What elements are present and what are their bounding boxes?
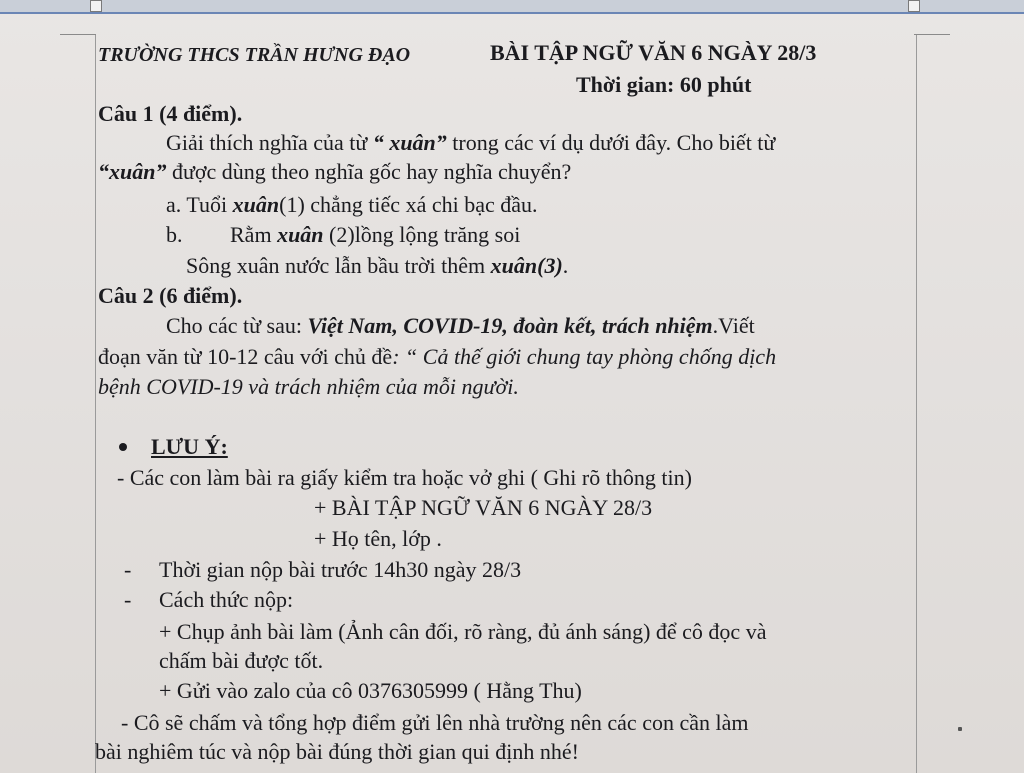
exercise-title: BÀI TẬP NGỮ VĂN 6 NGÀY 28/3 xyxy=(490,40,817,65)
question-2-line3: bệnh COVID-19 và trách nhiệm của mỗi người. xyxy=(98,374,519,399)
question-1-paragraph-line2 xyxy=(98,159,571,185)
example-a xyxy=(166,192,538,218)
question-1-heading: Câu 1 (4 điểm). xyxy=(98,101,243,126)
note-3a: + Chụp ảnh bài làm (Ảnh cân đối, rõ ràng, đủ ánh sáng) để cô đọc và xyxy=(159,619,767,644)
text: (2)lồng lộng trăng soi xyxy=(323,222,521,247)
note-1b: + Họ tên, lớp . xyxy=(314,526,442,551)
question-1-paragraph-line1 xyxy=(166,130,775,156)
ruler-margin-marker[interactable] xyxy=(90,0,102,12)
keyword: xuân xyxy=(277,222,324,247)
note-4: - Cô sẽ chấm và tổng hợp điểm gửi lên nhà trường nên các con cần làm xyxy=(121,710,749,735)
note-2: Thời gian nộp bài trước 14h30 ngày 28/3 xyxy=(159,557,522,582)
example-b-line2 xyxy=(186,253,568,279)
text: . xyxy=(562,253,569,278)
question-2-line1 xyxy=(166,313,755,339)
note-1: - Các con làm bài ra giấy kiểm tra hoặc vở ghi ( Ghi rõ thông tin) xyxy=(117,465,692,490)
bullet-icon xyxy=(119,443,127,451)
text: được dùng theo nghĩa gốc hay nghĩa chuyển? xyxy=(166,159,572,184)
text: Cho các từ sau: xyxy=(166,313,308,338)
ruler xyxy=(0,0,1024,14)
keyword: xuân xyxy=(232,192,280,217)
topic-text: : “ Cả thế giới chung tay phòng chống dịch xyxy=(392,344,777,369)
note-1a: + BÀI TẬP NGỮ VĂN 6 NGÀY 28/3 xyxy=(314,495,653,520)
keyword: “xuân” xyxy=(98,159,167,184)
dash-bullet: - xyxy=(124,557,132,582)
text: đoạn văn từ 10-12 câu với chủ đề xyxy=(98,344,393,369)
school-name: TRƯỜNG THCS TRẦN HƯNG ĐẠO xyxy=(98,44,411,66)
keyword: xuân(3) xyxy=(490,253,563,278)
text: a. Tuổi xyxy=(166,192,233,217)
keyword: “ xuân” xyxy=(372,130,447,155)
note-3a-cont: chấm bài được tốt. xyxy=(159,648,324,673)
note-3: Cách thức nộp: xyxy=(159,587,294,612)
text: Sông xuân nước lẫn bầu trời thêm xyxy=(186,253,491,278)
text: Giải thích nghĩa của từ xyxy=(166,130,373,155)
notes-heading: LƯU Ý: xyxy=(151,434,228,459)
question-2-heading: Câu 2 (6 điểm). xyxy=(98,283,243,308)
text: Rằm xyxy=(230,222,278,247)
crop-mark xyxy=(914,34,950,35)
time-limit: Thời gian: 60 phút xyxy=(576,72,752,97)
keywords: Việt Nam, COVID-19, đoàn kết, trách nhiệm xyxy=(307,313,713,338)
note-3b: + Gửi vào zalo của cô 0376305999 ( Hằng Thu) xyxy=(159,678,582,703)
example-b xyxy=(230,222,520,248)
screen-speck xyxy=(958,727,962,731)
example-b-label: b. xyxy=(166,222,183,247)
ruler-margin-marker-right[interactable] xyxy=(908,0,920,12)
question-2-line2 xyxy=(98,344,776,370)
note-4-cont: bài nghiêm túc và nộp bài đúng thời gian qui định nhé! xyxy=(95,739,579,764)
dash-bullet: - xyxy=(124,587,132,612)
text: .Viết xyxy=(712,313,755,338)
crop-mark xyxy=(60,34,96,35)
text: trong các ví dụ dưới đây. Cho biết từ xyxy=(446,130,776,155)
text: (1) chẳng tiếc xá chi bạc đầu. xyxy=(279,192,538,217)
